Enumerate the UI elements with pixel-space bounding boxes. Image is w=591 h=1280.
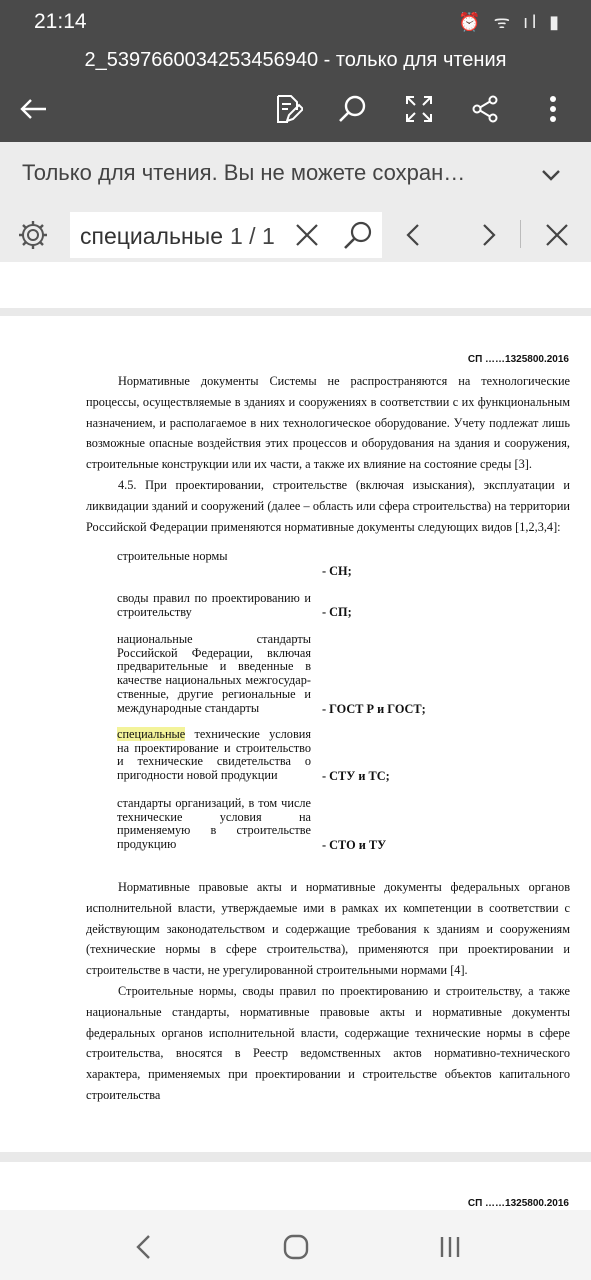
- section-paragraph: 4.5. При проектировании, строительстве (включая изыскания), эксплуатации и ликвидации зданий и сооружений (далее – область или сфера строительства) на территории Российской Федерации применяются нормативные документы следующих видов [1,2,3,4]:: [86, 478, 570, 534]
- find-search-icon[interactable]: [342, 220, 374, 252]
- status-time: 21:14: [34, 10, 87, 33]
- doc-type-code: - СТУ и ТС;: [322, 769, 390, 783]
- doc-type-code: - СН;: [322, 564, 352, 578]
- share-icon[interactable]: [464, 88, 506, 130]
- settings-gear-icon[interactable]: [16, 218, 50, 252]
- read-only-message: Только для чтения. Вы не можете сохран…: [22, 160, 466, 185]
- document-viewer[interactable]: [0, 262, 591, 1210]
- previous-page: [0, 262, 591, 308]
- find-input[interactable]: [70, 212, 382, 258]
- doc-type-name: стандарты организаций, в том числе технические условия на применяемую в строительстве продукцию: [117, 796, 311, 852]
- find-bar: [0, 206, 591, 262]
- intro-paragraph: Нормативные документы Системы не распространяются на технологические процессы, осуществляемые в зданиях и сооружениях в соответствии с их функциональным назначением, и располагаемое в них технологическое оборудование. Учету подлежат лишь возможные опасные воздействия этих процессов и оборудования на здания и сооружения, строительные конструкции или их части, а также их влияние на состояние среды [3].: [86, 374, 570, 472]
- paragraph: Строительные нормы, своды правил по проектированию и строительству, а также национальные стандарты, нормативные правовые акты и нормативные документы федеральных органов исполнительной власти, содержащие технические нормы в сфере строительства, вносятся в Реестр ведомственных актов нормативно-технического характера, применяемых при проектировании и строительстве объектов капитального строительства: [86, 984, 570, 1102]
- doc-type-code: - СТО и ТУ: [322, 838, 387, 852]
- next-match-icon[interactable]: [476, 222, 500, 248]
- search-icon[interactable]: [332, 88, 374, 130]
- back-nav-icon[interactable]: [124, 1230, 164, 1264]
- home-nav-icon[interactable]: [276, 1230, 316, 1264]
- toolbar: [0, 76, 591, 142]
- next-page: [0, 1162, 591, 1210]
- paragraph: Нормативные правовые акты и нормативные документы федеральных органов исполнительной власти, утверждаемые ими в рамках их компетенции в соответствии с действующим законодательством и содержащие требования к зданиям и сооружениям (технические нормы в сфере строительства), применяются при проектировании и строительстве в части, не урегулированной строительными нормами [4].: [86, 880, 570, 978]
- doc-type-name: строительные нормы: [117, 549, 228, 563]
- more-options-icon[interactable]: [532, 88, 574, 130]
- doc-type-name: [117, 728, 311, 783]
- recent-apps-icon[interactable]: [430, 1230, 470, 1264]
- system-navigation-bar: [0, 1210, 591, 1280]
- back-arrow-icon[interactable]: [12, 88, 54, 130]
- page-header: СП ……1325800.2016: [467, 354, 569, 365]
- find-match-count: 1 / 1: [230, 223, 275, 249]
- doc-type-code: - СП;: [322, 605, 352, 619]
- doc-type-name-rest: технические условия на проектирование и строительство и технические свидетельства о пригодности новой продукции: [117, 727, 311, 783]
- document-title: 2_5397660034253456940 - только для чтения: [0, 44, 591, 76]
- fullscreen-icon[interactable]: [398, 88, 440, 130]
- edit-document-icon[interactable]: [268, 88, 310, 130]
- find-query[interactable]: специальные: [80, 223, 223, 249]
- clear-close-icon[interactable]: [294, 222, 320, 248]
- read-only-banner[interactable]: [0, 142, 591, 207]
- previous-match-icon[interactable]: [402, 222, 426, 248]
- divider: [520, 220, 521, 248]
- doc-type-name: национальные стандарты Российской Федерации, включая предварительные и введенные в качестве национальных межгосударственные, другие региональные и международные стандарты: [117, 632, 311, 715]
- search-highlight: специальные: [117, 727, 186, 741]
- status-bar: [0, 0, 591, 44]
- doc-type-code: - ГОСТ Р и ГОСТ;: [322, 702, 426, 716]
- doc-type-name: своды правил по проектированию и строительству: [117, 591, 311, 619]
- status-icons: ⏰ ᯤ ıl ▮: [458, 12, 563, 32]
- document-page: [0, 316, 591, 1152]
- chevron-down-icon[interactable]: [536, 160, 566, 190]
- close-find-icon[interactable]: [544, 222, 570, 248]
- next-page-header: СП ……1325800.2016: [467, 1198, 569, 1209]
